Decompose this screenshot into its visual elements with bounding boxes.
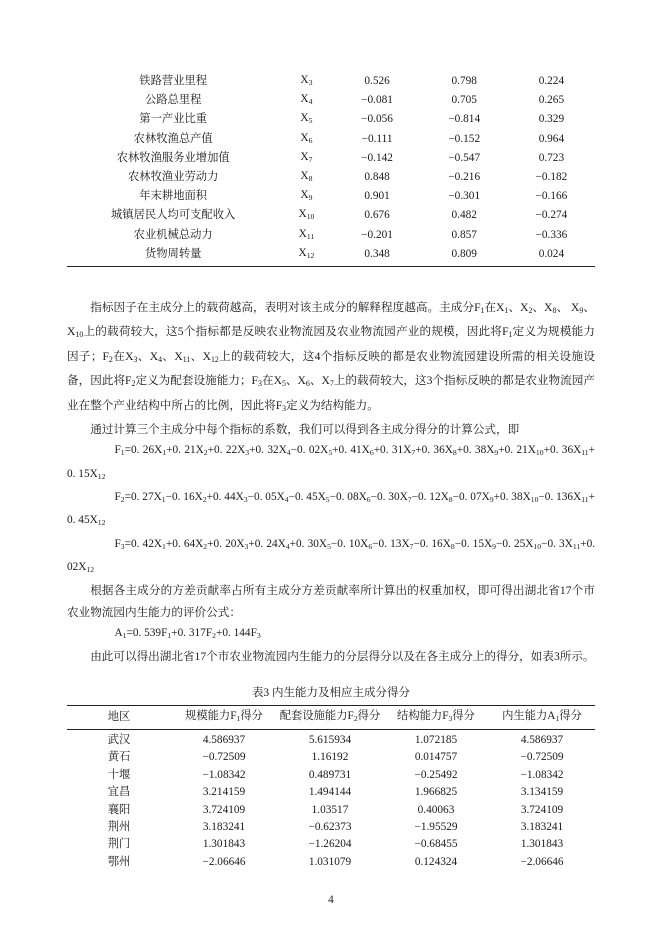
formula-f2: $F_2=0$. $27X_1-0$. $16X_2+0$. $44X_3-0$. $05X_4-0$. $45X_5-0$. $08X_6-0$. $30X_7-0$. $12X_8-0$. $07X_9+0$. $38X_{10}-0$. $136X_{11}+0$. $45X_{12}$ <box>67 490 595 528</box>
score-f3: 0.014757 <box>414 751 458 764</box>
loading-value-f1: −0.201 <box>361 228 393 241</box>
score-f1: 3.214159 <box>202 786 246 799</box>
page-content <box>67 0 595 871</box>
indicator-label: 城镇居民人均可支配收入 <box>111 209 236 222</box>
score-f3: 0.124324 <box>414 855 458 868</box>
region-name: 荆门 <box>107 838 131 851</box>
formula-f3: $F_3=0$. $42X_1+0$. $64X_2+0$. $20X_3+0$. $24X_4+0$. $30X_5-0$. $10X_6-0$. $13X_7-0$. $16X_8-0$. $15X_9-0$. $25X_{10}-0$. $3X_{11}+0$. $02X_{12}$ <box>67 537 596 574</box>
table-row <box>67 784 595 801</box>
score-f2: 0.489731 <box>308 768 352 781</box>
score-f2: 5.615934 <box>308 734 352 747</box>
table-row <box>67 836 595 853</box>
score-a1: −2.06646 <box>520 855 564 868</box>
indicator-code: $X_{11}$ <box>298 227 315 241</box>
loading-value-f2: −0.547 <box>448 151 481 164</box>
score-f3: −1.95529 <box>414 821 458 834</box>
loading-value-f3: −0.274 <box>535 209 568 222</box>
indicator-code: $X_8$ <box>300 170 313 183</box>
loading-value-f3: 0.224 <box>538 74 565 87</box>
score-f1: 3.724109 <box>202 803 246 816</box>
table-row <box>67 226 595 245</box>
paragraph-weighting: 根据各主成分的方差贡献率占所有主成分方差贡献率所计算出的权重加权，即可得出湖北省17个市农业物流园内生能力的评价公式： <box>67 584 595 619</box>
loading-value-f2: 0.482 <box>451 209 477 222</box>
table-row <box>67 91 595 110</box>
score-f3: 0.40063 <box>417 803 455 816</box>
score-f3: 1.072185 <box>414 734 458 747</box>
table3-column-header: 规模能力$F_1$得分 <box>171 705 277 729</box>
score-f3: −0.25492 <box>414 768 458 781</box>
score-f1: 4.586937 <box>202 734 246 747</box>
table3-column-header: 内生能力$A_1$得分 <box>489 705 595 729</box>
indicator-code: $X_{10}$ <box>298 208 315 222</box>
table3-caption: 表3 内生能力及相应主成分得分 <box>251 686 411 699</box>
region-name: 襄阳 <box>107 803 131 816</box>
score-f1: 3.183241 <box>202 821 246 834</box>
loading-value-f1: −0.142 <box>361 151 393 164</box>
spacer <box>67 267 595 297</box>
score-f2: −1.26204 <box>308 838 352 851</box>
loading-value-f3: 0.329 <box>538 113 565 126</box>
score-a1: 3.724109 <box>520 803 564 816</box>
loading-value-f1: −0.111 <box>361 132 393 145</box>
loading-value-f1: 0.526 <box>364 74 390 87</box>
paragraph-table3-reference: 由此可以得出湖北省17个市农业物流园内生能力的分层得分以及在各主成分上的得分，如表3所示。 <box>90 650 595 664</box>
score-a1: 4.586937 <box>520 734 564 747</box>
paragraph-factor-interpretation: 指标因子在主成分上的载荷越高，表明对该主成分的解释程度越高。主成分$F_1$在$X_1$、$X_2$、$X_8$、 $X_9$、$X_{10}$上的载荷较大，这5个指标都是反映农业物流园及农业物流园产业的规模，因此将$F_1$定义为规模能力因子；$F_2$在$X_3$、$X_4$、$X_{11}$、$X_{12}$上的载荷较大，这4个指标反映的都是农业物流园建设所需的相关设施设备，因此将$F_2$定义为配套设施能力；$F_3$在$X_5$、$X_6$、$X_7$上的载荷较大，这3个指标反映的都是农业物流园产业在整个产业结构中所占的比例，因此将$F_3$定义为结构能力。 <box>67 301 595 413</box>
region-name: 宜昌 <box>107 786 131 799</box>
table-row <box>67 854 595 871</box>
indicator-label: 农林牧渔总产值 <box>133 132 213 145</box>
table-row <box>67 206 595 225</box>
endogenous-capacity-table <box>67 705 595 872</box>
table-row <box>67 149 595 168</box>
score-a1: −0.72509 <box>520 751 564 764</box>
indicator-code: $X_3$ <box>300 74 313 87</box>
table3-column-header: 配套设施能力$F_2$得分 <box>277 705 383 729</box>
loading-value-f2: −0.814 <box>448 113 481 126</box>
region-name: 鄂州 <box>107 855 131 868</box>
indicator-label: 公路总里程 <box>144 94 202 107</box>
score-f2: 1.494144 <box>308 786 352 799</box>
score-a1: 3.134159 <box>520 786 564 799</box>
loading-value-f3: −0.336 <box>535 228 568 241</box>
score-f3: 1.966825 <box>414 786 458 799</box>
indicator-label: 农林牧渔业劳动力 <box>128 170 219 183</box>
table-row <box>67 72 595 91</box>
table-row <box>67 187 595 206</box>
table3-header-row <box>67 705 595 729</box>
paragraph-score-formula-intro: 通过计算三个主成分中每个指标的系数，我们可以得到各主成分得分的计算公式，即 <box>90 422 520 436</box>
table3-column-header: 结构能力$F_3$得分 <box>383 705 489 729</box>
loading-value-f1: 0.901 <box>364 190 390 203</box>
loading-value-f1: −0.056 <box>361 113 393 126</box>
region-name: 十堰 <box>107 768 131 781</box>
loading-value-f3: −0.166 <box>535 190 568 203</box>
loading-value-f1: 0.348 <box>333 245 420 267</box>
indicator-label: 年末耕地面积 <box>139 190 208 203</box>
table3-container <box>67 684 595 872</box>
loading-value-f1: 0.676 <box>364 209 390 222</box>
table3-body <box>67 730 595 872</box>
region-name: 武汉 <box>107 734 131 747</box>
loading-value-f2: −0.301 <box>448 190 481 203</box>
indicator-code: $X_9$ <box>300 189 313 203</box>
factor-loading-table-body <box>67 72 595 267</box>
score-a1: 3.183241 <box>520 821 564 834</box>
table-row <box>67 168 595 187</box>
loading-value-f2: 0.798 <box>451 74 477 87</box>
score-a1: 1.301843 <box>520 838 564 851</box>
indicator-code: $X_4$ <box>300 93 313 107</box>
page-number: 4 <box>328 894 334 906</box>
indicator-label: 第一产业比重 <box>139 113 208 126</box>
indicator-label: 货物周转量 <box>67 245 279 267</box>
indicator-code: $X_5$ <box>300 112 313 126</box>
indicator-label: 农业机械总动力 <box>133 228 213 241</box>
loading-value-f3: 0.024 <box>508 245 595 267</box>
loading-value-f2: 0.705 <box>451 94 477 107</box>
loading-value-f3: −0.182 <box>535 170 568 183</box>
table-row <box>67 802 595 819</box>
table3-column-header: 地区 <box>67 705 171 729</box>
loading-value-f3: 0.265 <box>538 94 565 107</box>
factor-loading-table <box>67 72 595 267</box>
score-f2: 1.031079 <box>308 855 352 868</box>
region-name: 黄石 <box>107 751 131 764</box>
loading-value-f2: −0.152 <box>448 132 481 145</box>
score-f3: −0.68455 <box>414 838 458 851</box>
table-row <box>67 130 595 149</box>
indicator-label: 铁路营业里程 <box>139 74 208 87</box>
loading-value-f3: 0.964 <box>538 132 565 145</box>
table-row <box>67 767 595 784</box>
indicator-code: $X_6$ <box>300 131 313 145</box>
region-name: 荆州 <box>107 821 131 834</box>
loading-value-f2: 0.809 <box>421 245 508 267</box>
score-a1: −1.08342 <box>520 768 564 781</box>
formula-f1: $F_1=0$. $26X_1+0$. $21X_2+0$. $22X_3+0$. $32X_4-0$. $02X_5+0$. $41X_6+0$. $31X_7+0$. $36X_8+0$. $38X_9+0$. $21X_{10}+0$. $36X_{11}+0$. $15X_{12}$ <box>67 444 596 481</box>
score-f1: −2.06646 <box>202 855 246 868</box>
table3-head <box>67 705 595 729</box>
score-f2: −0.62373 <box>308 821 352 834</box>
table-row <box>67 245 595 267</box>
loading-value-f1: 0.848 <box>364 170 390 183</box>
score-f1: −0.72509 <box>202 751 246 764</box>
score-f2: 1.03517 <box>311 803 349 816</box>
loading-value-f2: −0.216 <box>448 170 481 183</box>
loading-value-f1: −0.081 <box>361 94 393 107</box>
formula-a1: $A_1=0$. $539F_1+0$. $317F_2+0$. $144F_3$ <box>114 627 261 640</box>
indicator-code: $X_7$ <box>300 150 313 164</box>
indicator-code: $X_{12}$ <box>279 245 333 267</box>
loading-value-f2: 0.857 <box>451 228 477 241</box>
table-row <box>67 110 595 129</box>
loading-value-f3: 0.723 <box>538 151 565 164</box>
score-f2: 1.16192 <box>311 751 349 764</box>
score-f1: 1.301843 <box>202 838 246 851</box>
table-row <box>67 730 595 750</box>
indicator-label: 农林牧渔服务业增加值 <box>116 151 230 164</box>
table-row <box>67 819 595 836</box>
score-f1: −1.08342 <box>202 768 246 781</box>
table-row <box>67 749 595 766</box>
